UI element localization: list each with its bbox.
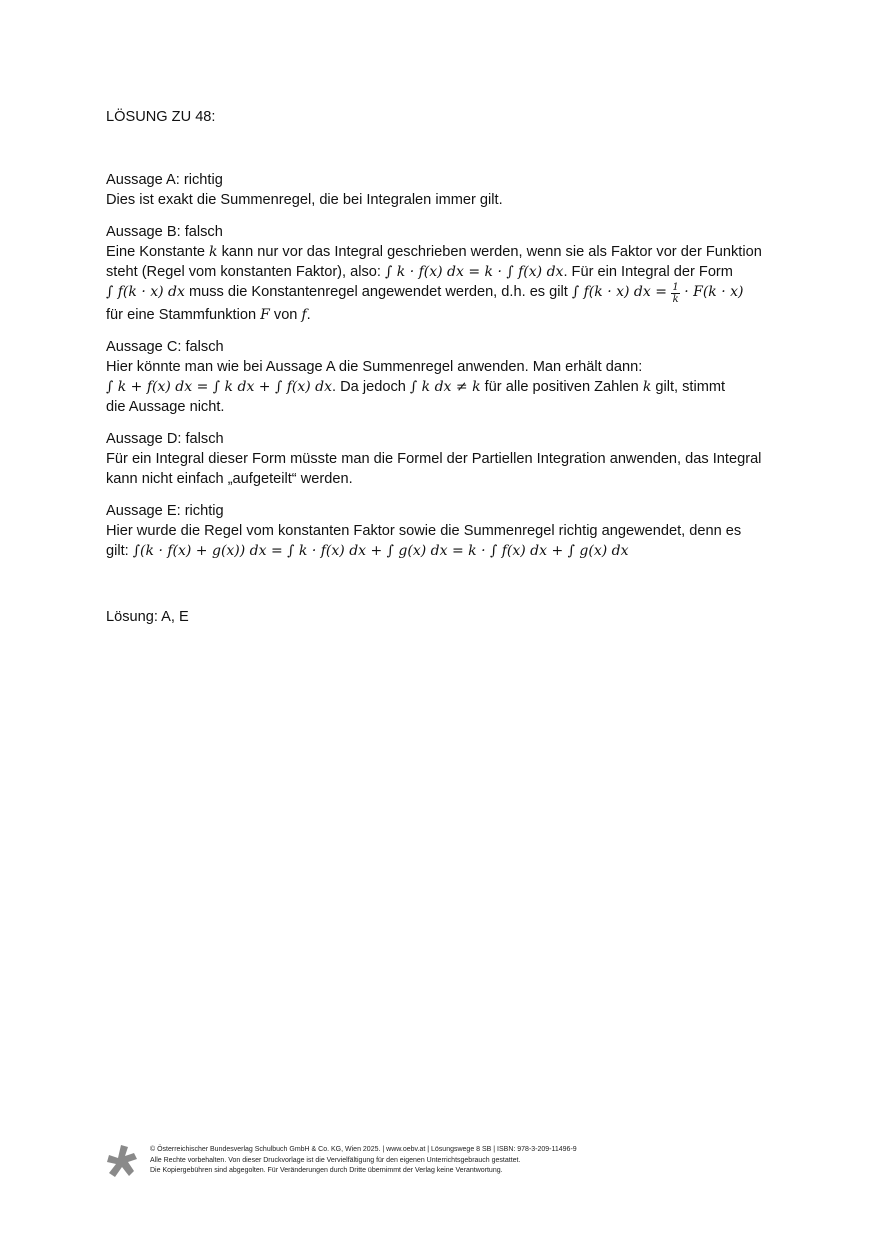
document-body	[106, 107, 796, 627]
statement-d	[106, 429, 796, 489]
statement-b-line-3	[106, 282, 796, 305]
publisher-logo-icon	[106, 1144, 138, 1178]
statement-b-line-2	[106, 262, 796, 282]
solution: Lösung: A, E	[106, 609, 189, 625]
text-run: für eine Stammfunktion	[106, 307, 261, 323]
fraction	[671, 282, 679, 305]
footer-line-3: Die Kopiergebühren sind abgegolten. Für Veränderungen durch Dritte übernimmt der Verlag keine Verantwortung.	[150, 1167, 503, 1174]
math-symbol: f	[301, 307, 307, 323]
statement-e-line-1: Hier wurde die Regel vom konstanten Faktor sowie die Summenregel richtig angewendet, denn es	[106, 523, 742, 539]
text-run: . Da jedoch	[332, 379, 410, 395]
statement-c-line-2	[106, 377, 796, 397]
statement-d-heading: Aussage D: falsch	[106, 431, 224, 447]
formula-constant-factor: ∫ k · f(x) dx = k · ∫ f(x) dx	[385, 264, 564, 280]
formula-combined: ∫(k · f(x) + g(x)) dx = ∫ k · f(x) dx + ∫ g(x) dx = k · ∫ f(x) dx + ∫ g(x) dx	[132, 543, 629, 559]
formula-inequality: ∫ k dx ≠ k	[409, 379, 481, 395]
statement-c-heading: Aussage C: falsch	[106, 339, 224, 355]
text-run: . Für ein Integral der Form	[563, 264, 733, 280]
statement-e-heading: Aussage E: richtig	[106, 503, 224, 519]
text-run: steht (Regel vom konstanten Faktor), also:	[106, 264, 386, 280]
text-run: von	[269, 307, 302, 323]
text-run: Eine Konstante	[106, 244, 210, 260]
statement-d-line-1: Für ein Integral dieser Form müsste man die Formel der Partiellen Integration anwenden, das Integral	[106, 451, 762, 467]
statement-b	[106, 222, 796, 325]
formula-sum-rule: ∫ k + f(x) dx = ∫ k dx + ∫ f(x) dx	[106, 379, 333, 395]
statement-b-line-4	[106, 305, 796, 325]
text-run: muss die Konstantenregel angewendet werden, d.h. es gilt	[184, 284, 572, 300]
formula-substitution: ∫ f(k · x) dx =	[571, 284, 672, 300]
formula-antiderivative: · F(k · x)	[679, 284, 744, 300]
math-symbol: k	[209, 244, 218, 260]
footer-line-2: Alle Rechte vorbehalten. Von dieser Druckvorlage ist die Vervielfältigung für den eigenen Unterrichtsgebrauch gestattet.	[150, 1156, 521, 1164]
text-run: gilt, stimmt	[651, 379, 726, 395]
statement-e-line-2	[106, 541, 796, 561]
page-title: LÖSUNG ZU 48:	[106, 109, 216, 125]
text-run: kann nur vor das Integral geschrieben werden, wenn sie als Faktor vor der Funktion	[217, 244, 762, 260]
text-run: .	[306, 307, 311, 323]
statement-e	[106, 501, 796, 561]
statement-b-line-1	[106, 242, 796, 262]
statement-c-line-3: die Aussage nicht.	[106, 399, 225, 415]
math-symbol: F	[260, 307, 270, 323]
footer-line-1: © Österreichischer Bundesverlag Schulbuch GmbH & Co. KG, Wien 2025. | www.oebv.at | Lösungswege 8 SB | ISBN: 978-3-209-11496-9	[150, 1146, 577, 1153]
statement-c-line-1: Hier könnte man wie bei Aussage A die Summenregel anwenden. Man erhält dann:	[106, 359, 643, 375]
math-symbol: k	[642, 379, 652, 395]
statement-d-line-2: kann nicht einfach „aufgeteilt“ werden.	[106, 471, 353, 487]
fraction-numerator: 1	[672, 282, 679, 293]
statement-a-text: Dies ist exakt die Summenregel, die bei Integralen immer gilt.	[106, 192, 503, 208]
statement-c	[106, 337, 796, 417]
copyright-notice	[150, 1145, 577, 1177]
fraction-denominator: k	[672, 294, 679, 305]
statement-a	[106, 170, 796, 210]
statement-b-heading: Aussage B: falsch	[106, 224, 223, 240]
text-run: gilt:	[106, 543, 133, 559]
formula-integral-form: ∫ f(k · x) dx	[106, 284, 185, 300]
text-run: für alle positiven Zahlen	[480, 379, 643, 395]
statement-a-heading: Aussage A: richtig	[106, 172, 223, 188]
